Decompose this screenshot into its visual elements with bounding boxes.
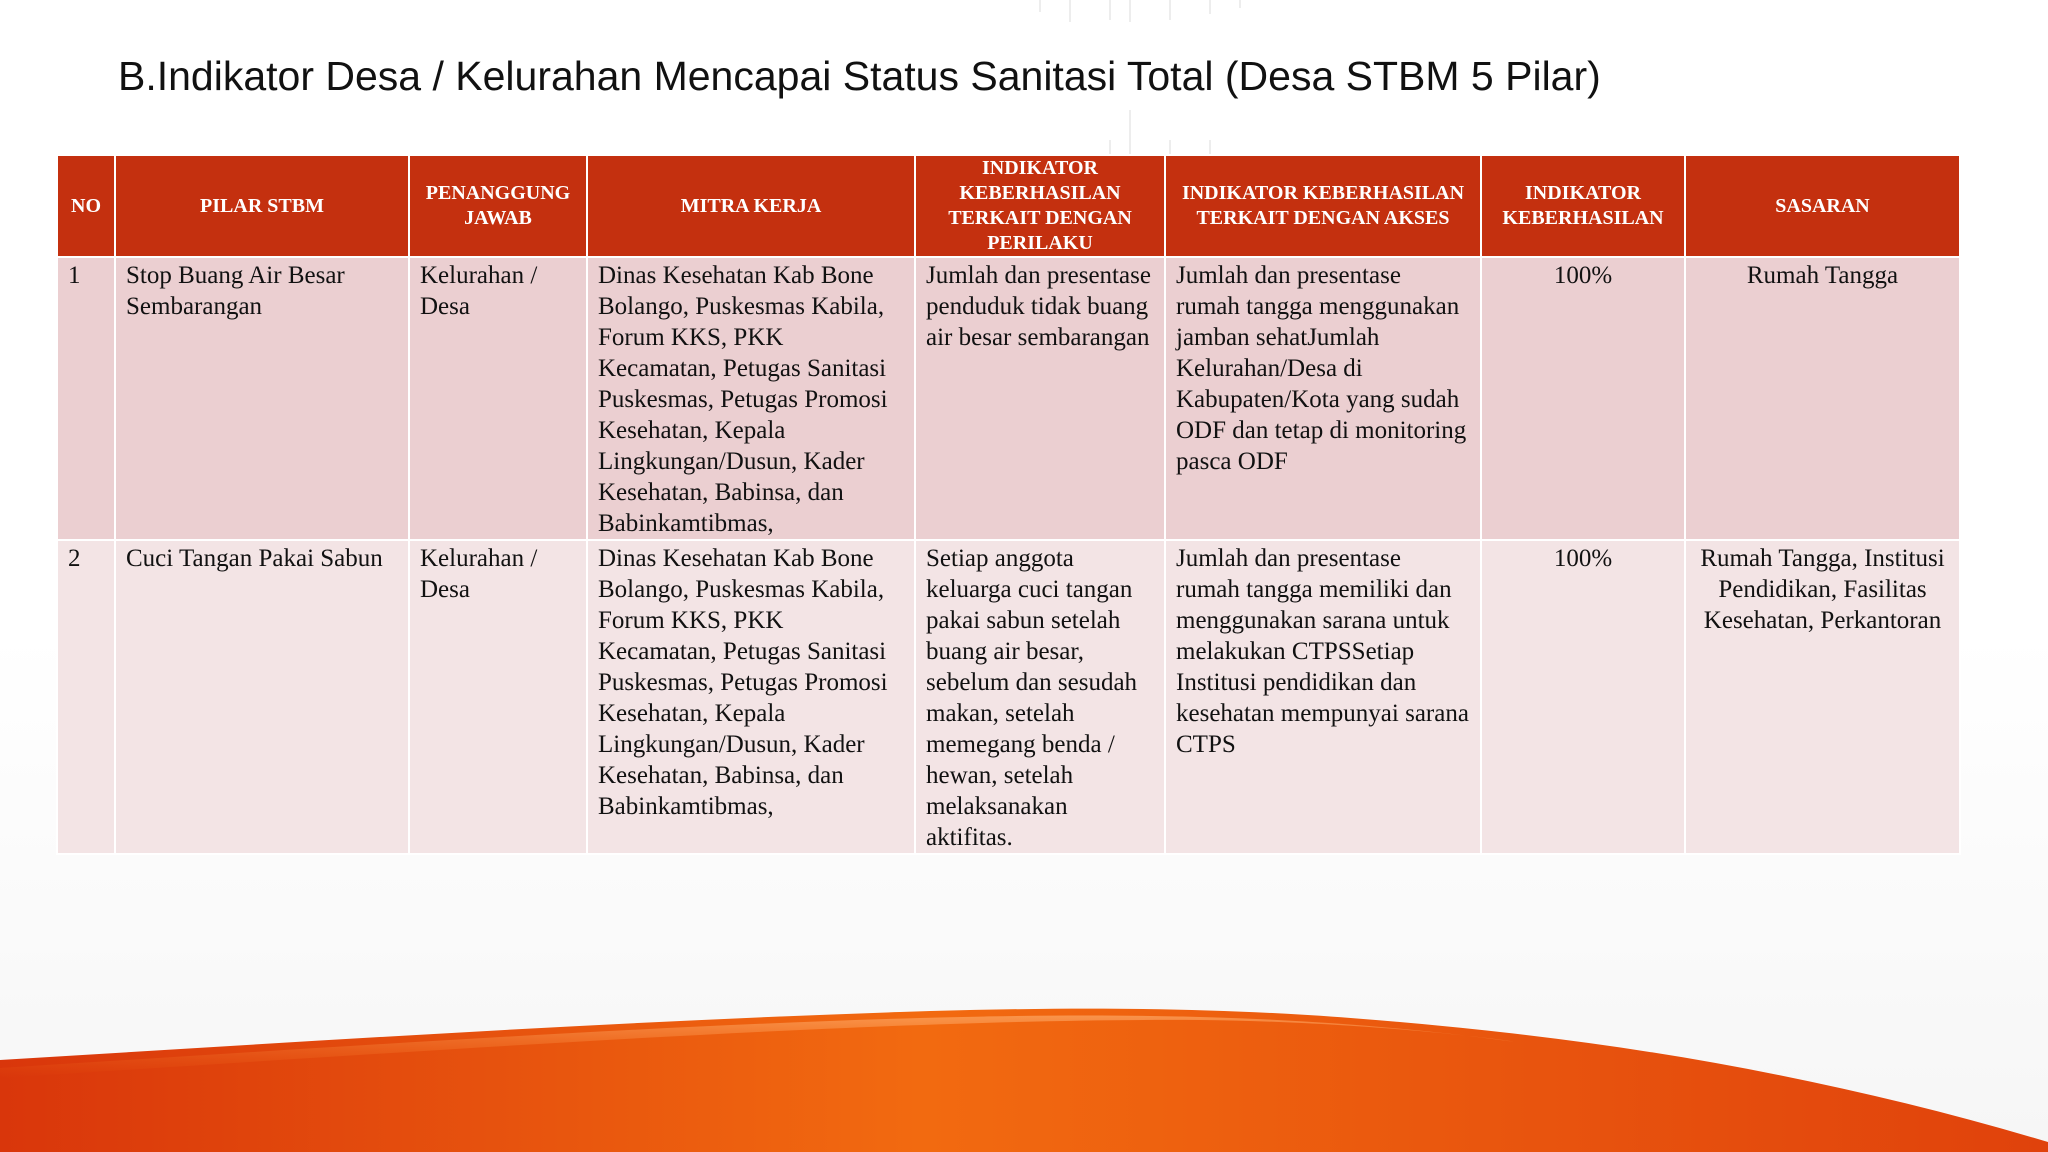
- header-pilar-stbm: PILAR STBM: [115, 155, 409, 257]
- header-penanggung-jawab: PENANGGUNG JAWAB: [409, 155, 587, 257]
- cell-mitra-kerja: Dinas Kesehatan Kab Bone Bolango, Puskesmas Kabila, Forum KKS, PKK Kecamatan, Petugas Sanitasi Puskesmas, Petugas Promosi Kesehatan, Kepala Lingkungan/Dusun, Kader Kesehatan, Babinsa, dan Babinkamtibmas,: [587, 540, 915, 854]
- cell-indikator-akses: Jumlah dan presentase rumah tangga menggunakan jamban sehatJumlah Kelurahan/Desa di Kabupaten/Kota yang sudah ODF dan tetap di monitoring pasca ODF: [1165, 257, 1481, 540]
- cell-sasaran: Rumah Tangga: [1685, 257, 1960, 540]
- cell-no: 1: [57, 257, 115, 540]
- cell-indikator-akses: Jumlah dan presentase rumah tangga memiliki dan menggunakan sarana untuk melakukan CTPSSetiap Institusi pendidikan dan kesehatan mempunyai sarana CTPS: [1165, 540, 1481, 854]
- cell-indikator-perilaku: Setiap anggota keluarga cuci tangan pakai sabun setelah buang air besar, sebelum dan sesudah makan, setelah memegang benda / hewan, setelah melaksanakan aktifitas.: [915, 540, 1165, 854]
- header-sasaran: SASARAN: [1685, 155, 1960, 257]
- header-indikator-perilaku: INDIKATOR KEBERHASILAN TERKAIT DENGAN PERILAKU: [915, 155, 1165, 257]
- header-no: NO: [57, 155, 115, 257]
- cell-sasaran: Rumah Tangga, Institusi Pendidikan, Fasilitas Kesehatan, Perkantoran: [1685, 540, 1960, 854]
- header-indikator-keberhasilan: INDIKATOR KEBERHASILAN: [1481, 155, 1685, 257]
- wave-main: [0, 1009, 2048, 1152]
- cell-pilar: Stop Buang Air Besar Sembarangan: [115, 257, 409, 540]
- cell-pilar: Cuci Tangan Pakai Sabun: [115, 540, 409, 854]
- header-indikator-akses: INDIKATOR KEBERHASILAN TERKAIT DENGAN AKSES: [1165, 155, 1481, 257]
- cell-indikator-keberhasilan: 100%: [1481, 540, 1685, 854]
- table-row: [57, 257, 1960, 540]
- cell-indikator-perilaku: Jumlah dan presentase penduduk tidak buang air besar sembarangan: [915, 257, 1165, 540]
- slide-title: B.Indikator Desa / Kelurahan Mencapai Status Sanitasi Total (Desa STBM 5 Pilar): [118, 53, 1601, 99]
- stbm-indicator-table: [56, 154, 1961, 855]
- header-mitra-kerja: MITRA KERJA: [587, 155, 915, 257]
- cell-penanggung-jawab: Kelurahan / Desa: [409, 257, 587, 540]
- decorative-orange-wave: [0, 982, 2048, 1152]
- table-header-row: [57, 155, 1960, 257]
- cell-mitra-kerja: Dinas Kesehatan Kab Bone Bolango, Puskesmas Kabila, Forum KKS, PKK Kecamatan, Petugas Sanitasi Puskesmas, Petugas Promosi Kesehatan, Kepala Lingkungan/Dusun, Kader Kesehatan, Babinsa, dan Babinkamtibmas,: [587, 257, 915, 540]
- cell-no: 2: [57, 540, 115, 854]
- cell-penanggung-jawab: Kelurahan / Desa: [409, 540, 587, 854]
- cell-indikator-keberhasilan: 100%: [1481, 257, 1685, 540]
- table-row: [57, 540, 1960, 854]
